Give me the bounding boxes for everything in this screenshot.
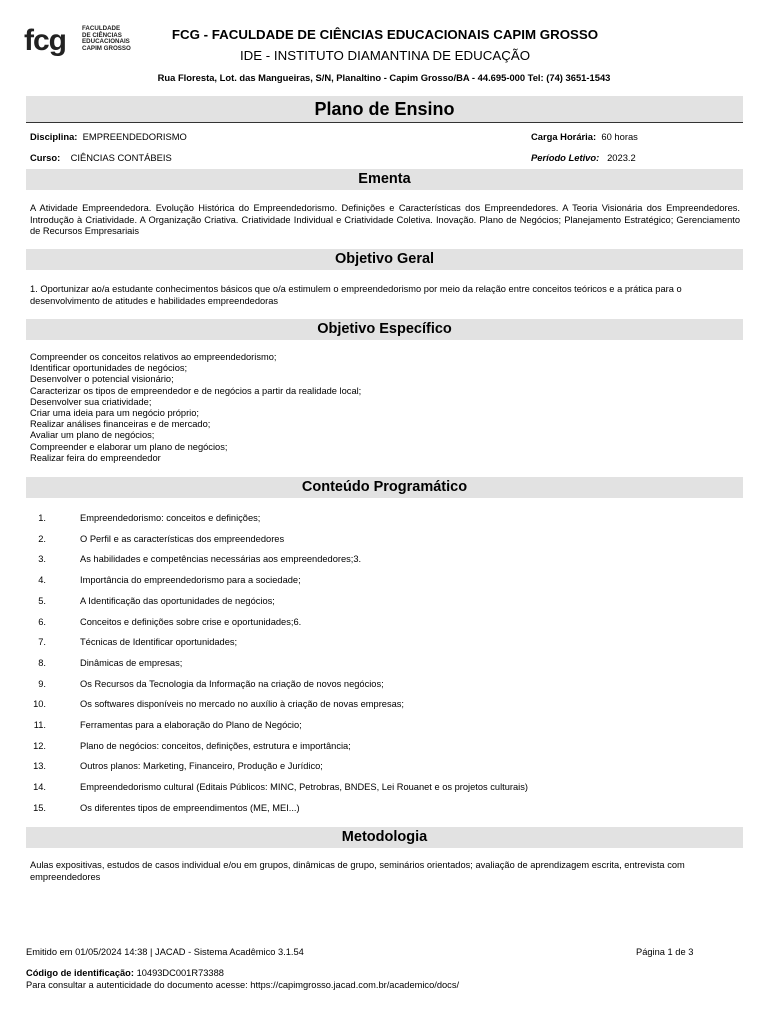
list-item: Identificar oportunidades de negócios; — [30, 363, 188, 374]
item-text: Os diferentes tipos de empreendimentos (ME, MEI...) — [80, 802, 300, 813]
logo-text — [82, 26, 142, 52]
list-item: Desenvolver sua criatividade; — [30, 396, 152, 407]
periodo-letivo-value: 2023.2 — [607, 152, 636, 163]
item-number: 2. — [38, 533, 46, 544]
item-number: 9. — [38, 678, 46, 689]
conteudo-programatico-list — [30, 513, 740, 813]
ementa-header: Ementa — [26, 169, 743, 190]
item-text: Importância do empreendedorismo para a sociedade; — [80, 575, 301, 586]
item-number: 6. — [38, 616, 46, 627]
identification-code-label: Código de identificação: — [26, 968, 134, 978]
list-item: Realizar análises financeiras e de mercado; — [30, 419, 211, 430]
curso-value: CIÊNCIAS CONTÁBEIS — [70, 152, 172, 163]
item-number: 4. — [38, 575, 46, 586]
item-text: Técnicas de Identificar oportunidades; — [80, 637, 238, 648]
authenticity-link[interactable]: Para consultar a autenticidade do documento acesse: https://capimgrosso.jacad.com.br/academico/docs/ — [26, 980, 460, 990]
institution-logo — [24, 26, 136, 56]
logo-text-line: EDUCACIONAIS — [82, 38, 130, 46]
list-item: Compreender e elaborar um plano de negócios; — [30, 441, 228, 452]
item-number: 15. — [33, 802, 46, 813]
institution-name: FCG - FACULDADE DE CIÊNCIAS EDUCACIONAIS CAPIM GROSSO — [171, 27, 599, 42]
carga-horaria-field — [531, 131, 638, 142]
item-text: Empreendedorismo: conceitos e definições; — [80, 513, 261, 523]
list-item: Avaliar um plano de negócios; — [30, 430, 155, 441]
item-number: 8. — [38, 657, 46, 668]
item-number: 10. — [33, 699, 46, 710]
item-text: A Identificação das oportunidades de negócios; — [80, 595, 275, 606]
logo-mark: fcg — [24, 24, 66, 57]
disciplina-label: Disciplina: — [30, 131, 78, 142]
ementa-text: A Atividade Empreendedora. Evolução Histórica do Empreendedorismo. Definições e Características dos Empreendedores. A Teoria Visionária dos Empreendedores. Introdução à Criatividade. A Organização Criativa. Criatividade Individual e Criatividade Coletiva. Inovação. Plano de Negócios; Planejamento Estratégico; Gerenciamento de Recursos Empresariais — [30, 203, 740, 236]
item-text: Conceitos e definições sobre crise e oportunidades;6. — [80, 616, 302, 627]
logo-text-line: DE CIÊNCIAS — [82, 31, 122, 39]
carga-horaria-value: 60 horas — [601, 131, 638, 142]
item-number: 12. — [33, 740, 46, 751]
periodo-letivo-label: Período Letivo: — [531, 152, 600, 163]
item-number: 11. — [33, 720, 46, 730]
item-number: 14. — [33, 782, 46, 793]
institution-address: Rua Floresta, Lot. das Mangueiras, S/N, Planaltino - Capim Grosso/BA - 44.695-000 Tel: (74) 3651-1543 — [157, 72, 611, 83]
item-text: O Perfil e as características dos empreendedores — [80, 533, 285, 544]
carga-horaria-label: Carga Horária: — [531, 131, 597, 142]
item-number: 7. — [38, 637, 46, 648]
item-number: 3. — [38, 554, 46, 565]
disciplina-value: EMPREENDEDORISMO — [82, 131, 187, 142]
item-text: Outros planos: Marketing, Financeiro, Produção e Jurídico; — [80, 761, 323, 772]
metodologia-header: Metodologia — [26, 827, 743, 848]
list-item: Compreender os conceitos relativos ao empreendedorismo; — [30, 352, 277, 362]
list-item: Realizar feira do empreendedor — [30, 452, 161, 463]
emission-info: Emitido em 01/05/2024 14:38 | JACAD - Sistema Acadêmico 3.1.54 — [26, 947, 304, 957]
identification-code-value: 10493DC001R73388 — [136, 968, 224, 978]
document-title: Plano de Ensino — [26, 96, 743, 123]
institute-name: IDE - INSTITUTO DIAMANTINA DE EDUCAÇÃO — [239, 48, 531, 63]
item-number: 13. — [33, 761, 46, 772]
list-item: Desenvolver o potencial visionário; — [30, 374, 174, 385]
metodologia-text: Aulas expositivas, estudos de casos individual e/ou em grupos, dinâmicas de grupo, seminários orientados; avaliação de aprendizagem escrita, entrevista com empreendedores — [30, 860, 685, 882]
curso-field — [30, 152, 172, 163]
objetivo-geral-header: Objetivo Geral — [26, 249, 743, 270]
identification-code — [26, 968, 224, 978]
disciplina-field — [30, 131, 187, 142]
list-item: Criar uma ideia para um negócio próprio; — [30, 408, 199, 419]
item-number: 5. — [38, 595, 46, 606]
item-text: Empreendedorismo cultural (Editais Públicos: MINC, Petrobras, BNDES, Lei Rouanet e os projetos culturais) — [80, 782, 528, 793]
item-number: 1. — [38, 513, 46, 523]
item-text: Os softwares disponíveis no mercado no auxílio à criação de novas empresas; — [80, 699, 405, 710]
item-text: As habilidades e competências necessárias aos empreendedores;3. — [80, 554, 362, 565]
list-item: Caracterizar os tipos de empreendedor e de negócios a partir da realidade local; — [30, 385, 362, 396]
objetivo-especifico-header: Objetivo Específico — [26, 319, 743, 340]
curso-label: Curso: — [30, 152, 61, 163]
item-text: Dinâmicas de empresas; — [80, 657, 183, 668]
periodo-letivo-field — [531, 152, 636, 163]
objetivo-geral-text: 1. Oportunizar ao/a estudante conhecimentos básicos que o/a estimulem o empreendedorismo por meio da relação entre conceitos teóricos e a prática para o desenvolvimento de atitudes e habilidades empreendedoras — [30, 284, 682, 306]
item-text: Os Recursos da Tecnologia da Informação na criação de novos negócios; — [80, 678, 384, 689]
logo-text-line: FACULDADE — [82, 25, 121, 32]
logo-text-line: CAPIM GROSSO — [82, 44, 131, 52]
item-text: Plano de negócios: conceitos, definições, estrutura e importância; — [80, 740, 351, 751]
objetivo-especifico-list — [30, 352, 740, 464]
item-text: Ferramentas para a elaboração do Plano de Negócio; — [80, 720, 302, 730]
conteudo-programatico-header: Conteúdo Programático — [26, 477, 743, 498]
page-number: Página 1 de 3 — [636, 947, 694, 957]
